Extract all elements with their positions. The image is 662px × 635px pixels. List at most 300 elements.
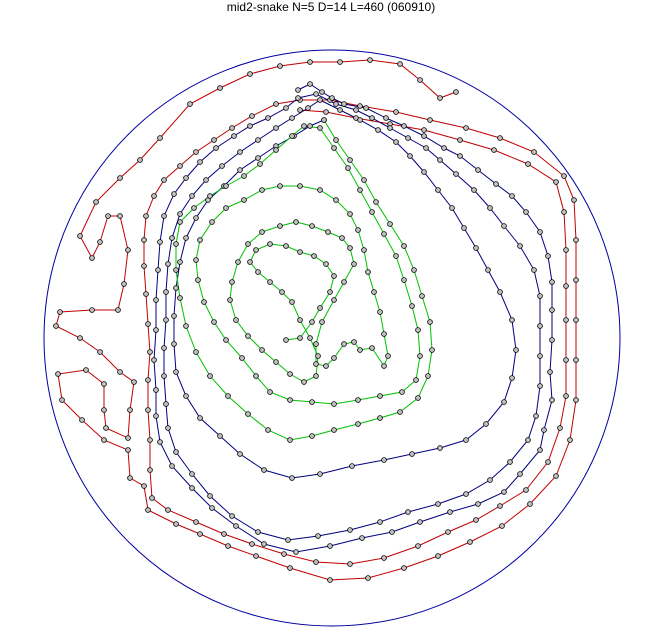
snake-node xyxy=(230,280,235,285)
snake-node xyxy=(174,242,179,247)
snake-node xyxy=(314,92,319,97)
snake-node xyxy=(162,214,167,219)
snake-node xyxy=(106,214,111,219)
snake-node xyxy=(90,256,95,261)
snake-node xyxy=(410,452,415,457)
snake-node xyxy=(98,350,103,355)
snake-node xyxy=(298,250,303,255)
snake-node xyxy=(198,532,203,537)
snake-node xyxy=(278,224,283,229)
snake-node xyxy=(356,398,361,403)
snake-node xyxy=(294,550,299,555)
snake-node xyxy=(234,318,239,323)
snake-node xyxy=(402,244,407,249)
snake-node xyxy=(146,408,151,413)
snake-node xyxy=(144,214,149,219)
snake-node xyxy=(144,292,149,297)
snake-node xyxy=(170,464,175,469)
snake-node xyxy=(428,118,433,123)
snake-node xyxy=(454,90,459,95)
snake-node xyxy=(218,86,223,91)
snake-node xyxy=(348,158,353,163)
snake-node xyxy=(388,222,393,227)
snake-node xyxy=(190,472,195,477)
snake-node xyxy=(324,110,329,115)
snake-node xyxy=(234,524,239,529)
snake-node xyxy=(194,350,199,355)
snake-node xyxy=(174,522,179,527)
snake-node xyxy=(188,102,193,107)
snake-node xyxy=(154,298,159,303)
snake-node xyxy=(574,278,579,283)
snake-node xyxy=(268,242,273,247)
snake-node xyxy=(154,388,159,393)
snake-node xyxy=(386,354,391,359)
snake-node xyxy=(348,562,353,567)
snake-node xyxy=(498,504,503,509)
snake-node xyxy=(118,176,123,181)
snake-node xyxy=(320,320,325,325)
snake-node xyxy=(542,428,547,433)
snake-node xyxy=(290,134,295,139)
snake-node xyxy=(458,154,463,159)
snake-node xyxy=(326,230,331,235)
snake-node xyxy=(146,322,151,327)
snake-node xyxy=(420,294,425,299)
snake-node xyxy=(488,206,493,211)
snake-node xyxy=(98,240,103,245)
snake-node xyxy=(250,542,255,547)
snake-node xyxy=(236,260,241,265)
snake-node xyxy=(288,566,293,571)
snake-node xyxy=(248,124,253,129)
snake-node xyxy=(248,260,253,265)
snake-node xyxy=(524,488,529,493)
snake-node xyxy=(192,206,197,211)
snake-node xyxy=(378,416,383,421)
snake-node xyxy=(382,364,387,369)
snake-node xyxy=(158,136,163,141)
snake-node xyxy=(242,174,247,179)
snake-node xyxy=(78,336,83,341)
snake-node xyxy=(128,476,133,481)
snake-node xyxy=(458,138,463,143)
snake-node xyxy=(278,184,283,189)
snake-node xyxy=(498,290,503,295)
snake-node xyxy=(448,510,453,515)
snake-node xyxy=(262,468,267,473)
snake-node xyxy=(318,306,323,311)
snake-node xyxy=(318,188,323,193)
snake-node xyxy=(424,146,429,151)
snake-node xyxy=(178,164,183,169)
snake-node xyxy=(220,164,225,169)
snake-node xyxy=(442,146,447,151)
snake-node xyxy=(148,350,153,355)
snake-node xyxy=(464,126,469,131)
snake-node xyxy=(538,294,543,299)
snake-node xyxy=(364,106,369,111)
snake-node xyxy=(128,408,133,413)
snake-node xyxy=(266,428,271,433)
snake-node xyxy=(564,248,569,253)
snake-node xyxy=(90,308,95,313)
snake-node xyxy=(328,544,333,549)
snake-node xyxy=(348,528,353,533)
snake-node xyxy=(574,238,579,243)
snake-node xyxy=(178,260,183,265)
snake-node xyxy=(428,320,433,325)
snake-node xyxy=(510,318,515,323)
snake-node xyxy=(554,474,559,479)
figure-title: mid2-snake N=5 D=14 L=460 (060910) xyxy=(226,0,436,14)
snake-node xyxy=(532,268,537,273)
snake-node xyxy=(152,194,157,199)
snake-node xyxy=(418,354,423,359)
snake-node xyxy=(388,126,393,131)
snake-node xyxy=(418,78,423,83)
snake-node xyxy=(574,318,579,323)
snake-node xyxy=(166,426,171,431)
snake-node xyxy=(242,198,247,203)
snake-node xyxy=(568,438,573,443)
snake-node xyxy=(258,162,263,167)
snake-node xyxy=(406,136,411,141)
snake-node xyxy=(208,374,213,379)
snake-node xyxy=(422,170,427,175)
snake-node xyxy=(464,492,469,497)
snake-node xyxy=(382,332,387,337)
snake-node xyxy=(196,278,201,283)
snake-node xyxy=(126,436,131,441)
snake-node xyxy=(378,520,383,525)
snake-node xyxy=(316,354,321,359)
snake-node xyxy=(356,228,361,233)
snake-node xyxy=(438,446,443,451)
snake-node xyxy=(382,458,387,463)
snake-node xyxy=(260,188,265,193)
snake-node xyxy=(538,324,543,329)
snake-node xyxy=(534,414,539,419)
snake-node xyxy=(350,464,355,469)
snake-node xyxy=(546,254,551,259)
snake-node xyxy=(146,508,151,513)
snake-node xyxy=(288,372,293,377)
snake-node xyxy=(142,238,147,243)
snake-node xyxy=(332,356,337,361)
snake-node xyxy=(166,262,171,267)
snake-node xyxy=(562,174,567,179)
snake-node xyxy=(398,410,403,415)
snake-node xyxy=(360,536,365,541)
snake-node xyxy=(190,486,195,491)
snake-node xyxy=(412,268,417,273)
snake-node xyxy=(538,384,543,389)
snake-node xyxy=(476,502,481,507)
snake-node xyxy=(184,236,189,241)
snake-node xyxy=(518,472,523,477)
snake-node xyxy=(266,116,271,121)
snake-node xyxy=(414,378,419,383)
snake-node xyxy=(288,398,293,403)
snake-node xyxy=(318,126,323,131)
snake-node xyxy=(502,224,507,229)
snake-node xyxy=(194,216,199,221)
snake-node xyxy=(330,96,335,101)
snake-node xyxy=(422,134,427,139)
snake-node xyxy=(510,376,515,381)
snake-node xyxy=(156,268,161,273)
snake-node xyxy=(574,358,579,363)
snake-node xyxy=(378,394,383,399)
snake-node xyxy=(298,184,303,189)
snake-node xyxy=(80,418,85,423)
snake-node xyxy=(104,426,109,431)
snake-node xyxy=(358,348,363,353)
snake-node xyxy=(314,342,319,347)
snake-node xyxy=(370,116,375,121)
snake-node xyxy=(546,460,551,465)
snake-node xyxy=(524,210,529,215)
snake-node xyxy=(308,82,313,87)
snake-node xyxy=(454,172,459,177)
snake-node xyxy=(148,438,153,443)
snake-node xyxy=(256,530,261,535)
snake-node xyxy=(358,104,363,109)
snake-node xyxy=(554,180,559,185)
snake-node xyxy=(260,230,265,235)
snake-node xyxy=(402,566,407,571)
snake-node xyxy=(230,126,235,131)
snake-node xyxy=(308,60,313,65)
inner-snake-path xyxy=(176,120,432,440)
snake-node xyxy=(224,184,229,189)
snake-node xyxy=(564,394,569,399)
snake-node xyxy=(314,374,319,379)
snake-node xyxy=(390,530,395,535)
snake-node xyxy=(154,414,159,419)
snake-node xyxy=(550,308,555,313)
snake-node xyxy=(408,154,413,159)
snake-node xyxy=(518,244,523,249)
snake-node xyxy=(348,246,353,251)
snake-node xyxy=(198,416,203,421)
snake-node xyxy=(374,200,379,205)
snake-node xyxy=(400,390,405,395)
snake-node xyxy=(550,280,555,285)
snake-node xyxy=(212,138,217,143)
snake-node xyxy=(238,150,243,155)
snake-node xyxy=(224,206,229,211)
snake-node xyxy=(500,524,505,529)
snake-node xyxy=(256,156,261,161)
snake-node xyxy=(310,320,315,325)
snake-node xyxy=(376,128,381,133)
snake-node xyxy=(464,438,469,443)
snake-node xyxy=(254,554,259,559)
snake-node xyxy=(274,148,279,153)
snake-node xyxy=(172,192,177,197)
snake-node xyxy=(230,514,235,519)
snake-node xyxy=(564,318,569,323)
snake-node xyxy=(370,346,375,351)
snake-node xyxy=(298,318,303,323)
snake-node xyxy=(162,374,167,379)
snake-node xyxy=(356,422,361,427)
snake-node xyxy=(372,290,377,295)
snake-node xyxy=(492,148,497,153)
snake-node xyxy=(342,102,347,107)
snake-node xyxy=(370,210,375,215)
snake-node xyxy=(184,324,189,329)
snake-node xyxy=(328,290,333,295)
snake-node xyxy=(324,364,329,369)
snake-node xyxy=(284,106,289,111)
snake-node xyxy=(238,168,243,173)
snake-node xyxy=(320,90,325,95)
snake-node xyxy=(240,356,245,361)
snake-node xyxy=(122,282,127,287)
snake-node xyxy=(366,270,371,275)
snake-node xyxy=(226,544,231,549)
snake-node xyxy=(274,360,279,365)
snake-node xyxy=(262,542,267,547)
snake-node xyxy=(468,540,473,545)
snake-node xyxy=(472,188,477,193)
snake-node xyxy=(538,448,543,453)
middle-snake-path xyxy=(154,84,552,552)
snake-node xyxy=(164,402,169,407)
snake-node xyxy=(574,398,579,403)
snake-node xyxy=(202,300,207,305)
snake-node xyxy=(366,576,371,581)
snake-node xyxy=(338,108,343,113)
snake-node xyxy=(322,118,327,123)
snake-node xyxy=(280,290,285,295)
snake-node xyxy=(178,220,183,225)
snake-node xyxy=(382,232,387,237)
snake-node xyxy=(126,448,131,453)
snake-node xyxy=(462,226,467,231)
snake-node xyxy=(162,346,167,351)
snake-node xyxy=(294,220,299,225)
snake-node xyxy=(484,422,489,427)
snake-node xyxy=(340,236,345,241)
snake-node xyxy=(436,188,441,193)
snake-node xyxy=(446,530,451,535)
snake-node xyxy=(146,378,151,383)
snake-node xyxy=(56,372,61,377)
snake-node xyxy=(310,224,315,229)
snake-node xyxy=(508,460,513,465)
snake-node xyxy=(198,160,203,165)
snake-node xyxy=(308,336,313,341)
snake-node xyxy=(538,354,543,359)
snake-node xyxy=(342,342,347,347)
snake-node xyxy=(178,212,183,217)
snake-node xyxy=(502,400,507,405)
snake-node xyxy=(562,210,567,215)
snake-node xyxy=(436,554,441,559)
snake-node xyxy=(438,96,443,101)
snake-node xyxy=(214,146,219,151)
snake-node xyxy=(474,246,479,251)
snake-node xyxy=(268,280,273,285)
snake-node xyxy=(274,126,279,131)
snake-node xyxy=(538,230,543,235)
snake-node xyxy=(324,262,329,267)
snake-node xyxy=(116,308,121,313)
snake-node xyxy=(526,162,531,167)
snake-node xyxy=(510,194,515,199)
snake-node xyxy=(308,124,313,129)
snake-node xyxy=(204,178,209,183)
snake-node xyxy=(296,88,301,93)
snake-node xyxy=(166,508,171,513)
snake-node xyxy=(312,254,317,259)
snake-node xyxy=(306,106,311,111)
snake-node xyxy=(278,64,283,69)
snake-node xyxy=(362,248,367,253)
snake-node xyxy=(54,324,59,329)
snake-node xyxy=(290,476,295,481)
snake-node xyxy=(310,434,315,439)
snake-node xyxy=(224,338,229,343)
snake-node xyxy=(118,370,123,375)
snake-node xyxy=(142,264,147,269)
snake-node xyxy=(198,238,203,243)
snake-node xyxy=(60,398,65,403)
snake-node xyxy=(174,370,179,375)
snake-node xyxy=(494,182,499,187)
snake-node xyxy=(398,62,403,67)
snake-node xyxy=(256,138,261,143)
snake-node xyxy=(190,194,195,199)
snake-node xyxy=(174,450,179,455)
snake-node xyxy=(430,348,435,353)
snake-node xyxy=(328,578,333,583)
snake-node xyxy=(348,212,353,217)
snake-node xyxy=(410,304,415,309)
snake-node xyxy=(268,390,273,395)
snake-node xyxy=(290,116,295,121)
snake-node xyxy=(246,334,251,339)
boundary-circle xyxy=(44,50,620,626)
snake-node xyxy=(416,396,421,401)
snake-node xyxy=(118,214,123,219)
snake-node xyxy=(394,254,399,259)
snake-node xyxy=(102,382,107,387)
snake-node xyxy=(178,296,183,301)
snake-node xyxy=(250,114,255,119)
snake-node xyxy=(126,248,131,253)
snake-node xyxy=(222,532,227,537)
snake-node xyxy=(332,274,337,279)
snake-node xyxy=(302,380,307,385)
snake-node xyxy=(246,412,251,417)
snake-node xyxy=(486,268,491,273)
snake-node xyxy=(318,472,323,477)
snake-node xyxy=(572,198,577,203)
snake-node xyxy=(94,200,99,205)
snake-node xyxy=(194,150,199,155)
snake-node xyxy=(84,368,89,373)
snake-node xyxy=(532,150,537,155)
snake-node xyxy=(158,440,163,445)
snake-node xyxy=(256,270,261,275)
snake-node xyxy=(226,394,231,399)
snake-node xyxy=(502,490,507,495)
